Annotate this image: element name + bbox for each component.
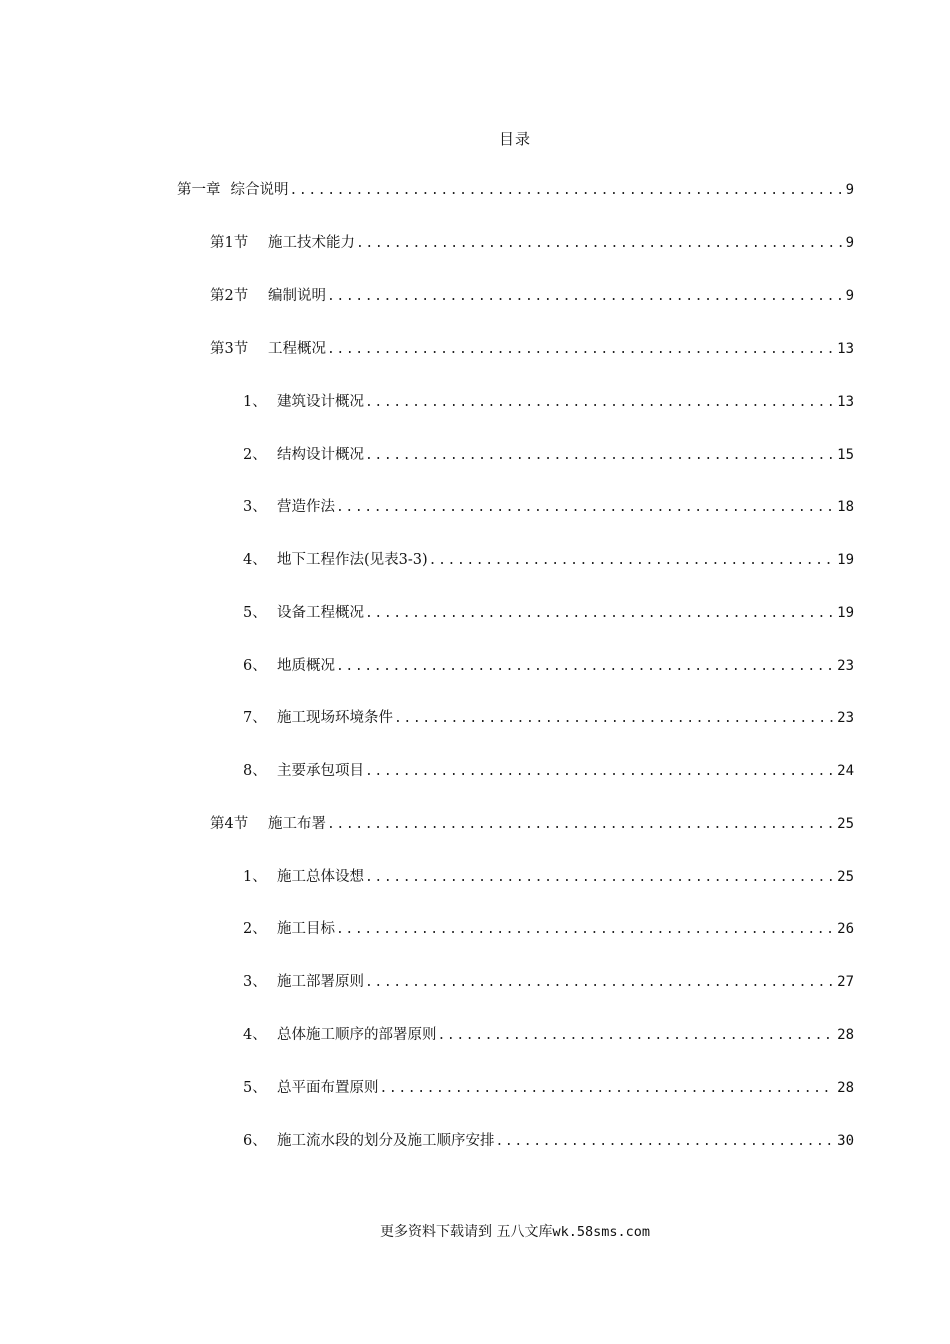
toc-entry-page: 23	[837, 658, 854, 674]
toc-entry-item-3-8[interactable]	[243, 760, 854, 782]
toc-entry-label: 营造作法	[277, 499, 335, 515]
toc-entry-page: 19	[837, 552, 854, 568]
toc-entry-label: 建筑设计概况	[277, 394, 364, 410]
toc-entry-item-3-6[interactable]	[243, 655, 854, 677]
dot-leader	[394, 708, 835, 730]
toc-entry-page: 25	[837, 869, 854, 885]
toc-entry-number: 4、	[243, 552, 267, 568]
toc-entry-page: 13	[837, 341, 854, 357]
toc-entry-item-3-3[interactable]	[243, 496, 854, 518]
toc-entry-label: 施工部署原则	[277, 974, 364, 990]
toc-entry-page: 9	[845, 288, 854, 304]
toc-entry-number: 7、	[243, 710, 267, 726]
toc-entry-number: 第3节	[210, 341, 249, 357]
toc-entry-label: 施工流水段的划分及施工顺序安排	[277, 1133, 495, 1149]
dot-leader	[356, 233, 844, 255]
toc-entry-section-4[interactable]	[210, 813, 854, 835]
toc-entry-page: 23	[837, 710, 854, 726]
toc-entry-label: 结构设计概况	[277, 447, 364, 463]
toc-entry-page: 18	[837, 499, 854, 515]
dot-leader	[365, 761, 835, 783]
dot-leader	[365, 972, 835, 994]
toc-entry-number: 6、	[243, 1133, 267, 1149]
toc-entry-number: 5、	[243, 605, 267, 621]
toc-entry-label: 施工总体设想	[277, 869, 364, 885]
toc-entry-number: 5、	[243, 1080, 267, 1096]
toc-entry-label: 总体施工顺序的部署原则	[277, 1027, 437, 1043]
toc-entry-page: 13	[837, 394, 854, 410]
toc-entry-number: 3、	[243, 974, 267, 990]
dot-leader	[327, 814, 835, 836]
dot-leader	[365, 445, 835, 467]
footer-site-link[interactable]: wk.58sms.com	[552, 1224, 650, 1240]
footer-text: 更多资料下载请到 五八文库	[380, 1224, 553, 1240]
toc-entry-label: 施工布署	[268, 816, 326, 832]
toc-entry-chapter-1[interactable]	[177, 179, 854, 201]
toc-entry-item-3-7[interactable]	[243, 707, 854, 729]
dot-leader	[365, 392, 835, 414]
page-footer	[0, 1221, 950, 1241]
toc-entry-number: 第4节	[210, 816, 249, 832]
dot-leader	[429, 550, 835, 572]
toc-entry-item-4-2[interactable]	[243, 918, 854, 940]
toc-entry-label: 工程概况	[268, 341, 326, 357]
toc-entry-item-3-2[interactable]	[243, 444, 854, 466]
toc-entry-number: 第1节	[210, 235, 249, 251]
toc-entry-page: 15	[837, 447, 854, 463]
page-title: 目录	[498, 130, 531, 148]
toc-entry-label: 施工现场环境条件	[277, 710, 393, 726]
dot-leader	[327, 339, 835, 361]
dot-leader	[365, 867, 835, 889]
toc-entry-item-3-1[interactable]	[243, 391, 854, 413]
toc-entry-number: 第一章	[177, 182, 221, 198]
toc-entry-label: 编制说明	[268, 288, 326, 304]
toc-entry-page: 9	[845, 182, 854, 198]
toc-entry-page: 25	[837, 816, 854, 832]
toc-entry-item-4-3[interactable]	[243, 971, 854, 993]
toc-entry-page: 30	[837, 1133, 854, 1149]
toc-entry-number: 2、	[243, 447, 267, 463]
toc-entry-page: 27	[837, 974, 854, 990]
toc-entry-page: 26	[837, 921, 854, 937]
dot-leader	[365, 603, 835, 625]
toc-entry-item-4-1[interactable]	[243, 866, 854, 888]
toc-entry-number: 1、	[243, 394, 267, 410]
toc-entry-number: 8、	[243, 763, 267, 779]
toc-entry-item-4-6[interactable]	[243, 1130, 854, 1152]
toc-entry-page: 19	[837, 605, 854, 621]
toc-entry-number: 1、	[243, 869, 267, 885]
toc-entry-label: 地质概况	[277, 658, 335, 674]
toc-entry-page: 28	[837, 1027, 854, 1043]
toc-entry-label: 设备工程概况	[277, 605, 364, 621]
toc-entry-item-4-5[interactable]	[243, 1077, 854, 1099]
toc-entry-number: 6、	[243, 658, 267, 674]
dot-leader	[438, 1025, 836, 1047]
dot-leader	[336, 656, 835, 678]
toc-entry-section-1[interactable]	[210, 232, 854, 254]
toc-entry-number: 2、	[243, 921, 267, 937]
toc-entry-label: 施工目标	[277, 921, 335, 937]
toc-entry-label: 施工技术能力	[268, 235, 355, 251]
toc-entry-section-2[interactable]	[210, 285, 854, 307]
toc-entry-page: 9	[845, 235, 854, 251]
toc-entry-label: 地下工程作法(见表3-3)	[277, 552, 428, 568]
toc-entry-number: 4、	[243, 1027, 267, 1043]
toc-entry-item-4-4[interactable]	[243, 1024, 854, 1046]
dot-leader	[380, 1078, 836, 1100]
toc-entry-page: 28	[837, 1080, 854, 1096]
dot-leader	[336, 919, 835, 941]
toc-entry-section-3[interactable]	[210, 338, 854, 360]
toc-entry-label: 综合说明	[230, 182, 289, 198]
dot-leader	[290, 180, 844, 202]
dot-leader	[336, 497, 835, 519]
toc-entry-item-3-5[interactable]	[243, 602, 854, 624]
toc-entry-label: 主要承包项目	[277, 763, 364, 779]
dot-leader	[496, 1131, 836, 1153]
toc-entry-label: 总平面布置原则	[277, 1080, 379, 1096]
toc-entry-number: 3、	[243, 499, 267, 515]
toc-entry-page: 24	[837, 763, 854, 779]
toc-entry-item-3-4[interactable]	[243, 549, 854, 571]
dot-leader	[327, 286, 844, 308]
toc-entry-number: 第2节	[210, 288, 249, 304]
